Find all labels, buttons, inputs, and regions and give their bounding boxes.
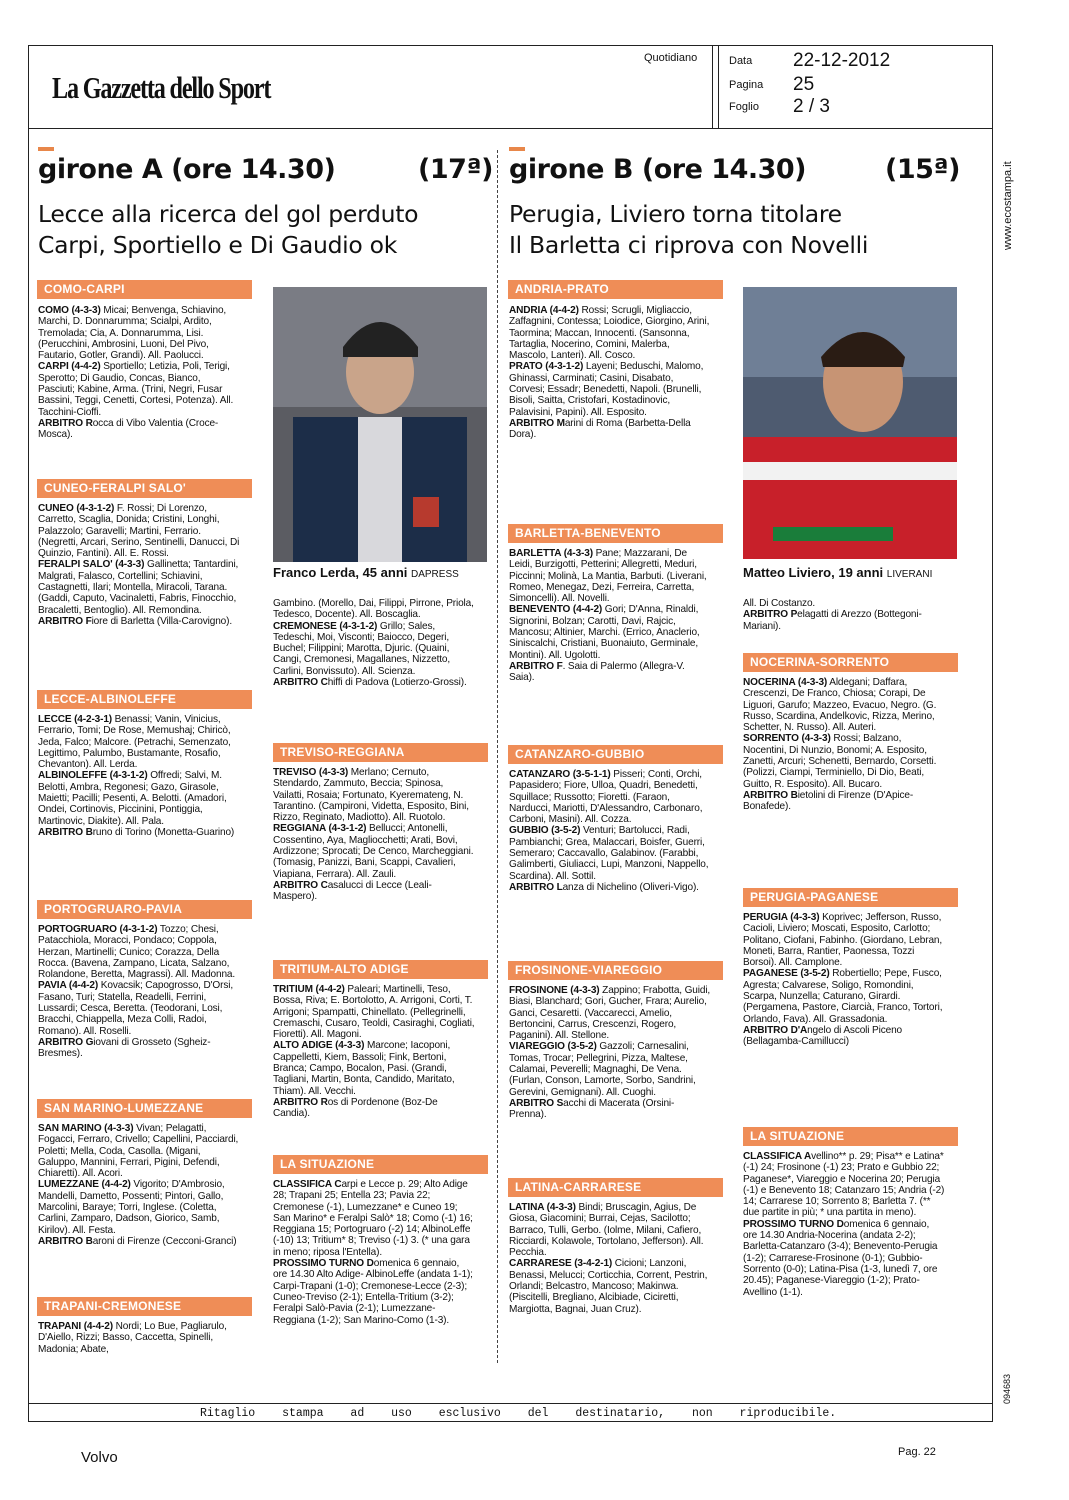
lineup-text: CUNEO (4-3-1-2) F. Rossi; Di Lorenzo, Carretto, Scaglia, Donida; Cristini, Longhi, Palazzolo; Garavelli; Martini, Ferrario. (Negretti, Arcari, Serino, Sentinelli, Danucci, Di Quinzio, Fantini). All. E. Rossi. — [38, 502, 240, 560]
lineups-nocerina-sorrento — [743, 677, 945, 813]
section-perugia-paganese: PERUGIA-PAGANESE — [743, 888, 958, 907]
lineup-text: PAGANESE (3-5-2) Robertiello; Pepe, Fusco, Agresta; Calvarese, Soligo, Romondini, Scarpa, Nunzella; Caturano, Girardi. (Pergamena, Pastore, Ciarcià, Franco, Tortori, Orlando, Fava). All. Grassadonia. — [743, 967, 943, 1025]
referee-text: ARBITRO Pelagatti di Arezzo (Bottegoni-Mariani). — [743, 608, 922, 632]
girone-a-title: girone A (ore 14.30) — [38, 154, 336, 185]
referee-text: ARBITRO Casalucci di Lecce (Leali-Maspero). — [273, 878, 432, 903]
referee-text: ARBITRO D'Angelo di Ascoli Piceno (Bellagamba-Camillucci) — [743, 1023, 902, 1048]
referee-text: ARBITRO Chiffi di Padova (Lotierzo-Grossi). — [273, 676, 467, 689]
foglio-value: 2 / 3 — [793, 96, 830, 117]
section-frosinone-viareggio: FROSINONE-VIAREGGIO — [508, 961, 723, 980]
lineup-text: SAN MARINO (4-3-3) Vivan; Pelagatti, Fogacci, Ferraro, Crivello; Capellini, Pacciardi, Poletti; Mella, Coda, Casolla. (Migani, Galuppo, Mannini, Ferrari, Pigini, Defendi, Chiaretti). All. Acori. — [38, 1122, 239, 1180]
lineups-carrarese-end — [743, 598, 945, 632]
referee-text: ARBITRO Fiore di Barletta (Villa-Carovigno). — [38, 614, 233, 627]
lineups-cremonese — [273, 598, 475, 688]
section-latina-carrarese: LATINA-CARRARESE — [508, 1178, 723, 1197]
photo-matteo-liviero — [743, 287, 957, 559]
caption-name: Franco Lerda, 45 anni — [273, 565, 408, 580]
caption-name: Matteo Liviero, 19 anni — [743, 565, 884, 580]
lineups-catanzaro-gubbio — [509, 769, 711, 893]
lineups-frosinone-viareggio — [509, 985, 711, 1121]
section-trapani-cremonese: TRAPANI-CREMONESE — [37, 1297, 252, 1316]
section-lecce-albinoleffe: LECCE-ALBINOLEFFE — [37, 690, 252, 709]
photo-caption-right — [743, 565, 932, 580]
standings-b — [743, 1151, 945, 1298]
headline-b-1: Perugia, Liviero torna titolare — [509, 200, 842, 228]
headline-a-1: Lecce alla ricerca del gol perduto — [38, 200, 419, 228]
section-situazione-b: LA SITUAZIONE — [743, 1127, 958, 1146]
lineup-text: ANDRIA (4-4-2) Rossi; Scrugli, Migliaccio, Zaffagnini, Contessa; Loiodice, Giorgino, Arini, Taormina; Maccan, Innocenti. (Sansonna, Tartaglia, Nocerino, Comini, Malerba, Mascolo, Lanteri). All. Cosco. — [509, 304, 710, 362]
section-sanmarino-lumezzane: SAN MARINO-LUMEZZANE — [37, 1099, 252, 1118]
accent-bar — [509, 147, 525, 151]
lineups-latina-carrarese — [509, 1202, 711, 1315]
girone-b-title: girone B (ore 14.30) — [509, 154, 807, 185]
lineup-text: PRATO (4-3-1-2) Layeni; Beduschi, Malomo, Ghinassi, Carminati; Casini, Disabato, Corvesi; Essadr; Benedetti, Napoli. (Brunelli, Bisoli, Saitta, Cristofari, Kostadinovic, Palavisini, Papini). All. Esposito. — [509, 360, 704, 418]
page-number: Pag. 22 — [898, 1446, 936, 1458]
lineup-text: PORTOGRUARO (4-3-1-2) Tozzo; Chesi, Patacchiola, Moracci, Pondaco; Coppola, Herzan, Martinelli; Cunico; Corazza, Della Rocca. (Bavena, Zampano, Licata, Salzano, Rolandone, Beretta, Magrassi). All. Madonna. — [38, 923, 236, 981]
caption-credit: DAPRESS — [411, 569, 459, 580]
photo-caption-left — [273, 565, 459, 580]
lineup-text: REGGIANA (4-3-1-2) Bellucci; Antonelli, Cossentino, Aya, Magliocchetti; Arati, Bovi, Ardizzone; Sprocati; De Cenco, Marcheggiani. (Tomasig, Panizzi, Bani, Scappi, Cavalieri, Viapiana, Ferrara). All. Zauli. — [273, 822, 474, 880]
newspaper-logo: La Gazzetta dello Sport — [52, 70, 271, 105]
lineup-text: LECCE (4-2-3-1) Benassi; Vanin, Vinicius, Ferrario, Tomi; De Rose, Memushaj; Chiricò, Jeda, Falco; Malcore. (Petrachi, Semenzato, Legittimo, Palumbo, Bustamante, Rosafio, Chevanton). All. Lerda. — [38, 713, 231, 771]
section-barletta-benevento: BARLETTA-BENEVENTO — [508, 524, 723, 543]
lineup-text: PAVIA (4-4-2) Kovacsik; Capogrosso, D'Orsi, Fasano, Turi; Statella, Readelli, Ferrini, Lussardi; Cesca, Beretta. (Teodorani, Losi, Bracchi, Chiappella, Meza Colli, Radoi, Romano). All. Roselli. — [38, 979, 233, 1037]
referee-text: ARBITRO Bruno di Torino (Monetta-Guarino) — [38, 825, 235, 838]
classifica-text: CLASSIFICA Carpi e Lecce p. 29; Alto Adige 28; Trapani 25; Entella 23; Pavia 22; Cremonese (-1), Lumezzane* e Cuneo 19; San Marino* e Feralpi Salò* 18; Como (-1) 16; Reggiana 15; Portogruaro (-2) 14; AlbinoLeffe (-10) 13; Tritium* 8; Treviso (-1) 3. (* una gara in meno; riposa l'Entella). — [273, 1178, 473, 1258]
lineup-text: PERUGIA (4-3-3) Koprivec; Jefferson, Russo, Cacioli, Liviero; Moscati, Esposito, Carlotto; Politano, Ciofani, Fabinho. (Giordano, Lebran, Moneti, Barra, Rantier, Paonessa, Tozzi Borsoi). All. Camplone. — [743, 911, 943, 969]
header-divider — [28, 128, 993, 129]
pagina-label: Pagina — [729, 79, 764, 91]
player-photo-illustration — [743, 287, 957, 559]
lineup-text: CARPI (4-4-2) Sportiello; Letizia, Poli, Terigi, Sperotto; Di Gaudio, Concas, Bianco, Pasciuti; Kabine, Arma. (Trini, Negri, Fusar Bassini, Teggi, Cenetti, Cortesi, Potenza). All. Tacchini-Cioffi. — [38, 360, 234, 418]
section-cuneo-feralpi: CUNEO-FERALPI SALO' — [37, 479, 252, 498]
lineup-text: All. Di Costanzo. — [743, 597, 816, 609]
lineup-text: Gambino. (Morello, Dai, Filippi, Pirrone, Priola, Tedesco, Docente). All. Boscaglia. — [273, 597, 474, 621]
lineup-text: BARLETTA (4-3-3) Pane; Mazzarani, De Leidi, Burzigotti, Petterini; Allegretti, Meduri, Piccinni; Molinà, La Mantia, Barbuti. (Liverani, Romeo, Menegaz, Dezi, Ferreira, Carretta, Simoncelli). All. Novelli. — [509, 547, 707, 605]
coach-photo-illustration — [273, 287, 487, 562]
referee-text: ARBITRO Lanza di Nichelino (Oliveri-Vigo). — [509, 880, 699, 893]
copyright-notice: Ritaglio stampa ad uso esclusivo del destinatario, non riproducibile. — [200, 1407, 837, 1420]
footer-divider — [28, 1403, 993, 1404]
lineups-como-carpi — [38, 305, 240, 441]
lineup-text: VIAREGGIO (3-5-2) Gazzoli; Carnesalini, Tomas, Trocar; Pellegrini, Pizza, Maltese, Calamai, Peverelli; Magnaghi, De Vena. (Furlan, Conson, Lamorte, Sorbo, Sandrini, Gerevini, Gemignani). All. Cuoghi. — [509, 1040, 696, 1098]
referee-text: ARBITRO Giovani di Grosseto (Sgheiz-Bresmes). — [38, 1035, 211, 1060]
column-divider — [497, 150, 498, 1363]
lineup-text: SORRENTO (4-3-3) Rossi; Balzano, Nocentini, Di Nunzio, Bonomi; A. Esposito, Zanetti, Arcuri; Schenetti, Bernardo, Corsetti. (Polizzi, Ciampi, Terminiello, Di Dio, Beati, Guitto, R. Esposito). All. Bucaro. — [743, 732, 937, 790]
section-como-carpi: COMO-CARPI — [37, 280, 252, 299]
lineup-text: LUMEZZANE (4-4-2) Vigorito; D'Ambrosio, Mandelli, Dametto, Possenti; Pintori, Gallo, Marcolini, Baraye; Torri, Inglese. (Coletta, Carlini, Zamparo, Dadson, Giorico, Samb, Kirilov). All. Festa. — [38, 1178, 225, 1236]
prossimo-turno-text: PROSSIMO TURNO Domenica 6 gennaio, ore 14.30 Alto Adige- AlbinoLeffe (andata 1-1); Carpi-Trapani (1-0); Cremonese-Lecce (2-3); Cuneo-Treviso (2-1); Entella-Tritium (3-2); Feralpi Salò-Pavia (2-1); Lumezzane-Reggiana (1-2); San Marino-Como (1-3). — [273, 1257, 473, 1326]
section-situazione-a: LA SITUAZIONE — [273, 1155, 488, 1174]
referee-text: ARBITRO Bietolini di Firenze (D'Apice-Bonafede). — [743, 788, 914, 813]
lineup-text: NOCERINA (4-3-3) Aldegani; Daffara, Crescenzi, De Franco, Chiosa; Corapi, De Liguori, Garufo; Mazzeo, Evacuo, Negro. (G. Russo, Scardina, Andelkovic, Rizza, Merino, Schetter, N. Russo). All. Auteri. — [743, 676, 937, 734]
header-vline — [712, 45, 713, 128]
lineups-trapani — [38, 1321, 240, 1355]
quotidiano-label: Quotidiano — [644, 52, 698, 64]
referee-text: ARBITRO Sacchi di Macerata (Orsini-Prenna). — [509, 1096, 675, 1121]
lineups-lecce-albinoleffe — [38, 714, 240, 838]
lineups-barletta-benevento — [509, 548, 711, 684]
foglio-label: Foglio — [729, 101, 759, 113]
section-nocerina-sorrento: NOCERINA-SORRENTO — [743, 653, 958, 672]
brand-label: Volvo — [81, 1449, 118, 1466]
side-website: www.ecostampa.it — [1002, 161, 1014, 250]
lineups-cuneo-feralpi — [38, 503, 240, 627]
lineups-treviso-reggiana — [273, 767, 475, 903]
side-code: 094683 — [1002, 1373, 1012, 1404]
section-portogruaro-pavia: PORTOGRUARO-PAVIA — [37, 900, 252, 919]
data-label: Data — [729, 55, 753, 67]
girone-b-round: (15ª) — [885, 154, 960, 185]
prossimo-turno-text: PROSSIMO TURNO Domenica 6 gennaio, ore 14.30 Andria-Nocerina (andata 2-2); Barletta-Catanzaro (3-4); Benevento-Perugia (1-2); Carrarese-Frosinone (0-1); Gubbio-Sorrento (0-0); Latina-Pisa (1-3, lunedì 7, ore 20.45); Paganese-Viareggio (1-2); Prato-Avellino (1-1). — [743, 1217, 938, 1298]
lineups-tritium-altoadige — [273, 984, 475, 1120]
lineup-text: FERALPI SALO' (4-3-3) Gallinetta; Tantardini, Malgrati, Falasco, Cortellini; Schiavini, Castagnetti, Ilari; Montella, Miracoli, Tarana. (Gaddi, Caputo, Vacinaletti, Fabris, Finocchio, Bracaletti, Bentoglio). All. Remondina. — [38, 558, 239, 616]
lineup-text: ALBINOLEFFE (4-3-1-2) Offredi; Salvi, M. Belotti, Ambra, Regonesi; Gazo, Girasole, Maietti; Pacilli; Pesenti, A. Belotti. (Amadori, Ondei, Cortinovis, Piccinini, Pontiggia, Martinovic, Diakite). All. Pala. — [38, 769, 227, 827]
lineup-text: TRAPANI (4-4-2) Nordi; Lo Bue, Pagliarulo, D'Aiello, Rizzi; Basso, Caccetta, Spinelli, Madonia; Abate, — [38, 1320, 227, 1355]
referee-text: ARBITRO Ros di Pordenone (Boz-De Candia). — [273, 1095, 438, 1120]
lineup-text: CATANZARO (3-5-1-1) Pisseri; Conti, Orchi, Papasidero; Fiore, Ulloa, Quadri, Benedetti, Squillace; Russotto; Fioretti. (Faraon, Narducci, Mariotti, D'Alessandro, Carbonaro, Carboni, Masini). All. Cozza. — [509, 768, 703, 826]
pagina-value: 25 — [793, 74, 815, 95]
classifica-text: CLASSIFICA Avellino** p. 29; Pisa** e Latina* (-1) 24; Frosinone (-1) 23; Prato e Gubbio 22; Paganese*, Viareggio e Nocerina 20; Perugia (-1) e Benevento 18; Catanzaro 15; Andria (-2) 14; Carrarese 10; Sorrento 8; Barletta 7. (** due partite in più; * una partita in meno). — [743, 1150, 945, 1219]
lineup-text: ALTO ADIGE (4-3-3) Marcone; Iacoponi, Cappelletti, Kiem, Bassoli; Fink, Bertoni, Branca; Campo, Bocalon, Pasi. (Grandi, Tagliani, Martin, Bonta, Candido, Maritato, Thiam). All. Vecchi. — [273, 1039, 455, 1097]
lineup-text: TRITIUM (4-4-2) Paleari; Martinelli, Teso, Bossa, Riva; E. Bortolotto, A. Arrigoni, Corti, T. Arrigoni; Spampatti, Chinellato. (Pellegrinelli, Cremaschi, Cusaro, Teoldi, Casiraghi, Cogliati, Fioretti). All. Magoni. — [273, 983, 475, 1041]
lineup-text: COMO (4-3-3) Micai; Benvenga, Schiavino, Marchi, D. Donnarumma; Scialpi, Ardito, Tremolada; Cia, A. Donnarumma, Lisi. (Perucchini, Ambrosini, Luoni, Del Pivo, Fautario, Gotler, Grandi). All. Paolucci. — [38, 304, 227, 362]
lineups-sanmarino-lumezzane — [38, 1123, 240, 1247]
lineup-text: TREVISO (4-3-3) Merlano; Cernuto, Stendardo, Zammuto, Beccia; Spinosa, Vailatti, Rosaia; Fortunato, Kyeremateng, N. Tarantino. (Campironi, Videtta, Esposito, Bini, Rizzo, Reginato, Madiotto). All. Ruotolo. — [273, 766, 469, 824]
referee-text: ARBITRO F. Saia di Palermo (Allegra-V. Saia). — [509, 659, 685, 684]
referee-text: ARBITRO Baroni di Firenze (Cecconi-Granci) — [38, 1234, 237, 1247]
lineups-portogruaro-pavia — [38, 924, 240, 1060]
girone-a-round: (17ª) — [418, 154, 493, 185]
headline-b-2: Il Barletta ci riprova con Novelli — [509, 231, 869, 259]
data-value: 22-12-2012 — [793, 50, 891, 71]
referee-text: ARBITRO Marini di Roma (Barbetta-Della Dora). — [509, 416, 691, 441]
section-tritium-altoadige: TRITIUM-ALTO ADIGE — [273, 960, 488, 979]
section-treviso-reggiana: TREVISO-REGGIANA — [273, 743, 488, 762]
headline-a-2: Carpi, Sportiello e Di Gaudio ok — [38, 231, 398, 259]
accent-bar — [38, 147, 54, 151]
lineup-text: CREMONESE (4-3-1-2) Grillo; Sales, Tedeschi, Moi, Visconti; Baiocco, Degeri, Buchel; Filippini; Marotta, Djuric. (Quaini, Cangi, Cremonesi, Magallanes, Nizzetto, Carlini, Bonvissuto). All. Scienza. — [273, 619, 451, 677]
section-andria-prato: ANDRIA-PRATO — [508, 280, 723, 299]
lineup-text: LATINA (4-3-3) Bindi; Bruscagin, Agius, De Giosa, Giacomini; Burrai, Cejas, Sacilotto; Barraco, Tulli, Gerbo. (Iolme, Milani, Cafiero, Ricciardi, Kolawole, Tortolano, Jefferson). All. Pecchia. — [509, 1201, 704, 1259]
lineup-text: GUBBIO (3-5-2) Venturi; Bartolucci, Radi, Pambianchi; Grea, Malaccari, Boisfer, Guerri, Semeraro; Caccavallo, Galabinov. (Farabbi, Galimberti, Giuliacci, Lupi, Manzoni, Nappello, Scardina). All. Sottil. — [509, 824, 709, 882]
lineup-text: CARRARESE (3-4-2-1) Cicioni; Lanzoni, Benassi, Melucci; Corticchia, Corrent, Pestrin, Orlandi; Belcastro, Mancoso; Makinwa. (Piscitelli, Bregliano, Alcibiade, Ciciretti, Margiotta, Bagnai, Juan Cruz). — [509, 1257, 708, 1315]
lineup-text: BENEVENTO (4-4-2) Gori; D'Anna, Rinaldi, Signorini, Bolzan; Carotti, Davi, Rajcic, Mancosu; Altinier, Marchi. (Errico, Anaclerio, Siniscalchi, Cristiani, Buonaiuto, Germinale, Montini). All. Ugolotti. — [509, 603, 700, 661]
standings-a — [273, 1179, 475, 1326]
referee-text: ARBITRO Rocca di Vibo Valentia (Croce-Mosca). — [38, 416, 219, 441]
lineups-perugia-paganese — [743, 912, 945, 1048]
section-catanzaro-gubbio: CATANZARO-GUBBIO — [508, 745, 723, 764]
photo-franco-lerda — [273, 287, 487, 562]
caption-credit: LIVERANI — [886, 569, 933, 580]
lineups-andria-prato — [509, 305, 711, 441]
lineup-text: FROSINONE (4-3-3) Zappino; Frabotta, Guidi, Biasi, Blanchard; Gori, Gucher, Frara; Aurelio, Ganci, Cesaretti. (Vaccarecci, Amelio, Bertoncini, Carrus, Crescenzi, Rogero, Paganini). All. Stellone. — [509, 984, 711, 1042]
header-vline — [718, 45, 719, 128]
